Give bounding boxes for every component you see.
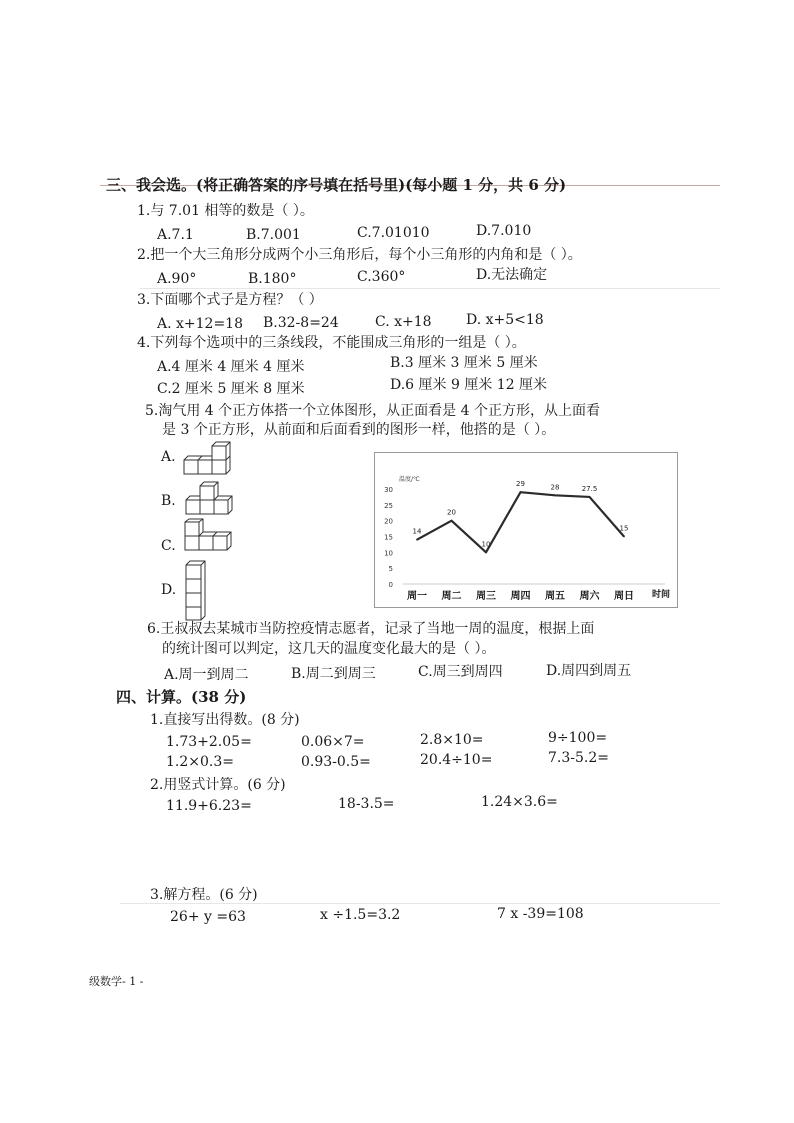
x-tick-label: 周四 xyxy=(510,591,531,602)
q6-option-a: A.周一到周二 xyxy=(164,667,249,683)
p1-item-6: 0.93-0.5= xyxy=(301,754,371,770)
x-tick-label: 周日 xyxy=(614,591,634,602)
q5-option-c: C. xyxy=(161,538,176,554)
p1-item-1: 1.73+2.05= xyxy=(166,734,252,750)
chart-svg xyxy=(375,453,677,607)
q2-option-b: B.180° xyxy=(248,271,297,287)
scan-line xyxy=(140,288,720,289)
temperature-series-line xyxy=(417,492,624,552)
data-label: 15 xyxy=(619,524,629,533)
q6-line2: 的统计图可以判定，这几天的温度变化最大的是（ ）。 xyxy=(162,641,496,657)
data-label: 27.5 xyxy=(581,484,598,493)
x-tick-label: 周一 xyxy=(407,591,427,602)
q3-option-a: A. x+12=18 xyxy=(157,316,243,332)
data-label: 28 xyxy=(550,483,560,492)
p2-item-3: 1.24×3.6= xyxy=(481,794,558,810)
section3-title: 三、我会选。(将正确答案的序号填在括号里)(每小题 1 分，共 6 分) xyxy=(106,176,567,194)
x-tick-label: 周五 xyxy=(545,591,565,602)
temperature-line-chart xyxy=(374,452,678,608)
p2-item-1: 11.9+6.23= xyxy=(166,798,252,814)
x-tick-label: 周二 xyxy=(441,591,462,602)
q2-option-c: C.360° xyxy=(357,269,406,285)
data-label: 29 xyxy=(516,480,525,489)
q4-option-c: C.2 厘米 5 厘米 8 厘米 xyxy=(157,381,305,397)
q1-option-a: A.7.1 xyxy=(157,227,194,243)
p1-title: 1.直接写出得数。(8 分) xyxy=(150,712,300,728)
q1-option-c: C.7.01010 xyxy=(357,225,430,241)
q3-option-c: C. x+18 xyxy=(375,314,432,330)
q4-option-b: B.3 厘米 3 厘米 5 厘米 xyxy=(390,355,538,371)
scan-line xyxy=(120,903,720,904)
q2-option-a: A.90° xyxy=(157,271,197,287)
data-point xyxy=(554,494,556,496)
q3-option-b: B.32-8=24 xyxy=(263,315,339,331)
p2-title: 2.用竖式计算。(6 分) xyxy=(150,777,286,793)
data-label: 14 xyxy=(412,527,422,536)
data-point xyxy=(623,536,625,538)
y-tick-label: 25 xyxy=(384,501,393,510)
y-tick-label: 0 xyxy=(388,581,393,589)
q6-option-b: B.周二到周三 xyxy=(291,666,376,682)
q1-option-b: B.7.001 xyxy=(246,227,301,243)
q6-option-d: D.周四到周五 xyxy=(546,663,632,679)
p3-title: 3.解方程。(6 分) xyxy=(150,887,258,903)
p1-item-8: 7.3-5.2= xyxy=(548,750,609,766)
x-axis-label: 时间 xyxy=(651,590,671,600)
p3-item-3: 7 x -39=108 xyxy=(497,906,584,922)
section4-title: 四、计算。(38 分) xyxy=(116,688,247,706)
data-point xyxy=(485,551,487,553)
data-label: 20 xyxy=(447,508,456,517)
p1-item-7: 20.4÷10= xyxy=(420,752,493,768)
q5-option-b: B. xyxy=(161,493,176,509)
p1-item-2: 0.06×7= xyxy=(301,734,365,750)
data-point xyxy=(589,496,591,498)
q2-text: 2.把一个大三角形分成两个小三角形后，每个小三角形的内角和是（ ）。 xyxy=(137,247,582,263)
q1-option-d: D.7.010 xyxy=(476,223,532,239)
q1-text: 1.与 7.01 相等的数是（ ）。 xyxy=(137,203,314,219)
y-tick-label: 20 xyxy=(384,517,393,526)
q5-option-d: D. xyxy=(161,582,177,598)
x-tick-label: 周三 xyxy=(476,591,496,602)
p2-item-2: 18-3.5= xyxy=(338,796,395,812)
y-tick-label: 30 xyxy=(384,486,393,494)
q5-option-c-cubes-icon xyxy=(182,518,236,554)
y-axis-label: 温度/℃ xyxy=(399,476,420,483)
data-point xyxy=(520,491,522,493)
data-point xyxy=(451,520,453,522)
p3-item-2: x ÷1.5=3.2 xyxy=(320,907,401,923)
q4-text: 4.下列每个选项中的三条线段，不能围成三角形的一组是（ ）。 xyxy=(137,335,526,351)
q5-option-d-cubes-icon xyxy=(182,560,212,622)
p1-item-3: 2.8×10= xyxy=(420,732,484,748)
q5-option-b-cubes-icon xyxy=(182,480,236,516)
q3-text: 3.下面哪个式子是方程？（ ） xyxy=(137,292,323,308)
q3-option-d: D. x+5<18 xyxy=(466,312,544,328)
y-tick-label: 15 xyxy=(384,533,393,542)
x-tick-label: 周六 xyxy=(579,591,600,602)
q6-line1: 6.王叔叔去某城市当防控疫情志愿者，记录了当地一周的温度，根据上面 xyxy=(147,621,595,637)
page-footer: 级数学- 1 - xyxy=(89,975,144,988)
data-point xyxy=(416,539,418,541)
p3-item-1: 26+ y =63 xyxy=(170,909,246,925)
q5-option-a: A. xyxy=(161,449,176,465)
q5-option-a-cubes-icon xyxy=(182,440,236,476)
p1-item-4: 9÷100= xyxy=(548,730,608,746)
data-label: 10 xyxy=(481,540,491,549)
p1-item-5: 1.2×0.3= xyxy=(166,754,234,770)
q6-option-c: C.周三到周四 xyxy=(418,664,503,680)
q4-option-d: D.6 厘米 9 厘米 12 厘米 xyxy=(390,377,548,393)
q5-line1: 5.淘气用 4 个正方体搭一个立体图形，从正面看是 4 个正方形，从上面看 xyxy=(145,403,600,419)
y-tick-label: 10 xyxy=(384,549,393,558)
q4-option-a: A.4 厘米 4 厘米 4 厘米 xyxy=(157,359,305,375)
q5-line2: 是 3 个正方形，从前面和后面看到的图形一样，他搭的是（ ）。 xyxy=(162,422,556,438)
q2-option-d: D.无法确定 xyxy=(476,267,548,283)
y-tick-label: 5 xyxy=(388,565,393,574)
